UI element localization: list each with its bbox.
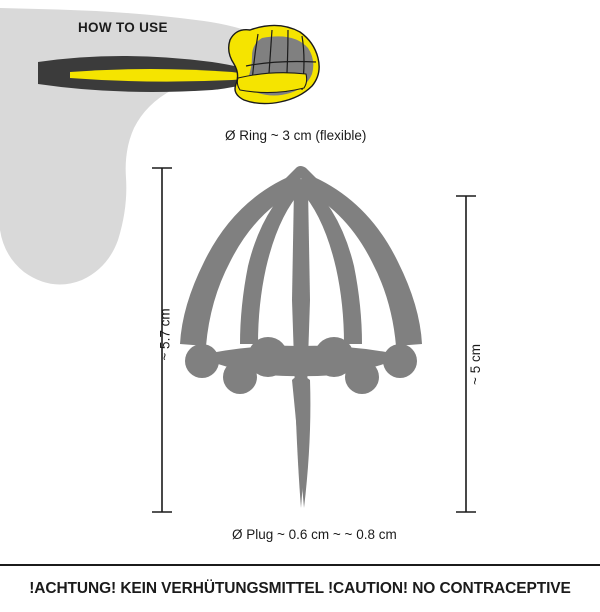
how-to-use-label: HOW TO USE (78, 20, 168, 35)
total-height-label: ~ 5.7 cm (157, 308, 173, 361)
bead-5 (345, 360, 379, 394)
warning-text: !ACHTUNG! KEIN VERHÜTUNGSMITTEL !CAUTION! NO CONTRACEPTIVE (29, 580, 571, 597)
ring-diameter-label: Ø Ring ~ 3 cm (flexible) (225, 128, 367, 143)
plug-diameter-label: Ø Plug ~ 0.6 cm ~ ~ 0.8 cm (232, 527, 397, 542)
warning-banner (0, 564, 600, 612)
bead-6 (383, 344, 417, 378)
bead-3 (248, 337, 288, 377)
device-illustration (180, 166, 422, 508)
ring-band-shape (237, 73, 306, 93)
bead-1 (185, 344, 219, 378)
plug-height-label: ~ 5 cm (467, 344, 483, 385)
